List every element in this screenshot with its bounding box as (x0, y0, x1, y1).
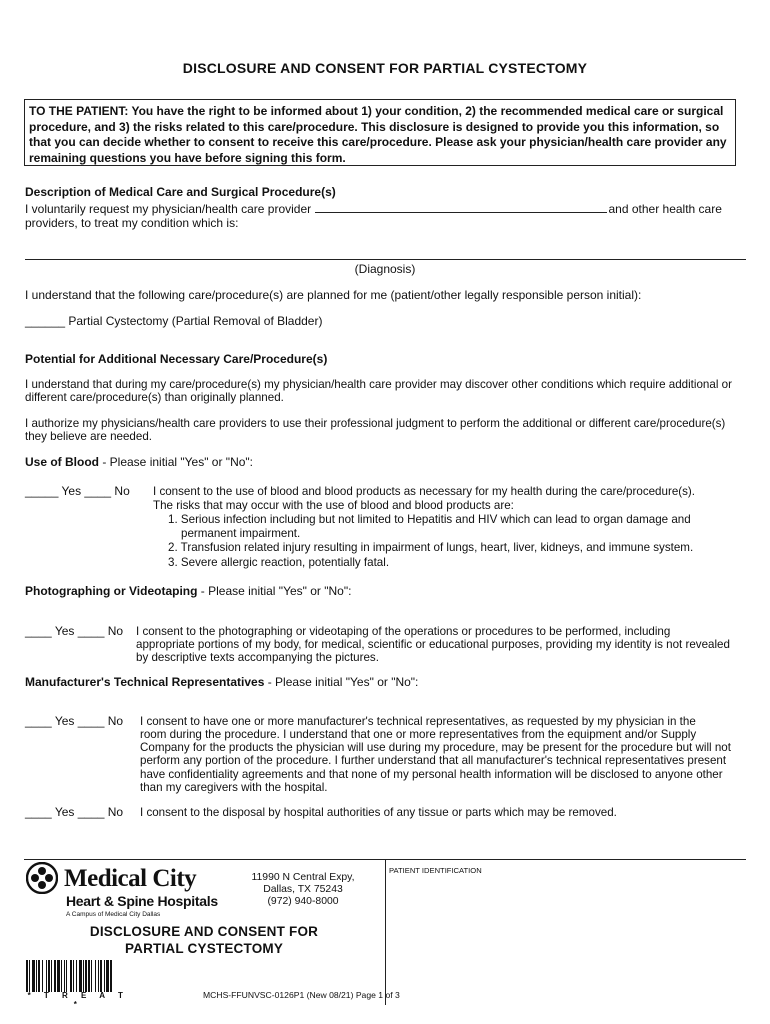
blood-risk-item: 3. Severe allergic reaction, potentially fatal. (168, 555, 390, 569)
disposal-yes-no-initials[interactable]: ____ Yes ____ No (25, 805, 124, 819)
blood-risk-item: 2. Transfusion related injury resulting in impairment of lungs, heart, liver, kidneys, and immune system. (168, 541, 694, 555)
patient-notice-text: TO THE PATIENT: You have the right to be informed about 1) your condition, 2) the recommended medical care or surgical procedure, and 3) the risks related to this care/procedure. This disclosure is designed to provide you this information, so that you can decide whether to consent to receive this care/procedure. Please ask your physician/health care provider any remaining questions you have before signing this form. (29, 104, 727, 165)
form-title-line2: PARTIAL CYSTECTOMY (124, 941, 284, 956)
manufacturer-heading-instruction: - Please initial "Yes" or "No": (264, 675, 419, 689)
provider-request-text: I voluntarily request my physician/health care provider (25, 202, 312, 216)
photo-heading (25, 585, 351, 599)
provider-name-field[interactable] (315, 201, 607, 213)
diagnosis-line[interactable] (25, 259, 746, 260)
footer-vertical-divider (385, 859, 386, 1005)
medical-city-logo-icon (26, 862, 58, 894)
form-title-line1: DISCLOSURE AND CONSENT FOR (89, 924, 319, 939)
blood-heading-instruction: - Please initial "Yes" or "No": (99, 455, 253, 469)
photo-heading-instruction: - Please initial "Yes" or "No": (197, 584, 352, 598)
diagnosis-label: (Diagnosis) (354, 262, 416, 276)
manufacturer-yes-no-initials[interactable]: ____ Yes ____ No (25, 714, 124, 728)
blood-consent-line2: The risks that may occur with the use of blood and blood products are: (153, 499, 514, 512)
description-heading: Description of Medical Care and Surgical Procedure(s) (25, 185, 336, 199)
blood-yes-no-initials[interactable]: _____ Yes ____ No (25, 484, 130, 498)
patient-notice-box (24, 99, 736, 166)
manufacturer-consent-first: I consent to have one or more manufacturer's technical representatives, as requested by my physician in the (140, 715, 696, 728)
brand-subtitle: Heart & Spine Hospitals (66, 893, 218, 909)
blood-risk-list (168, 513, 693, 570)
additional-care-heading: Potential for Additional Necessary Care/Procedure(s) (25, 352, 328, 366)
blood-heading-title: Use of Blood (25, 455, 99, 469)
address-street: 11990 N Central Expy, (251, 872, 355, 883)
blood-consent-line1: I consent to the use of blood and blood products as necessary for my health during the care/procedure(s). (153, 485, 696, 498)
manufacturer-consent-rest: room during the procedure. I understand that one or more representatives from the equipment and/or Supply Company for the products the physician will use during my procedure, may be present for the procedure but will not perform any portion of the procedure. I further understand that all manufacturer's technical representatives present have confidentiality agreements and that none of my personal health information will be disclosed to anyone other than my caregivers with the hospital. (140, 728, 731, 794)
photo-heading-title: Photographing or Videotaping (25, 584, 198, 598)
blood-heading (25, 456, 253, 470)
page-title: DISCLOSURE AND CONSENT FOR PARTIAL CYSTECTOMY (182, 60, 588, 76)
form-number: MCHS-FFUNVSC-0126P1 (New 08/21) Page 1 of 3 (203, 990, 400, 1000)
manufacturer-heading-title: Manufacturer's Technical Representatives (25, 675, 265, 689)
photo-yes-no-initials[interactable]: ____ Yes ____ No (25, 624, 124, 638)
planned-procedure-intro: I understand that the following care/procedure(s) are planned for me (patient/other legally responsible person initial): (25, 288, 642, 302)
disposal-consent: I consent to the disposal by hospital authorities of any tissue or parts which may be removed. (140, 806, 617, 819)
barcode-caption: * T R E A T * (27, 991, 129, 1009)
blood-risk-item: 1. Serious infection including but not limited to Hepatitis and HIV which can lead to organ damage and (168, 513, 691, 526)
brand-name: Medical City (64, 865, 197, 892)
barcode-icon (26, 960, 130, 992)
photo-consent-rest: appropriate portions of my body, for medical, scientific or educational purposes, providing my identity is not revealed by descriptive texts accompanying the pictures. (136, 638, 730, 665)
address-phone: (972) 940-8000 (267, 896, 339, 908)
photo-consent-first: I consent to the photographing or videotaping of the operations or procedures to be performed, including (136, 625, 671, 638)
additional-care-para1: I understand that during my care/procedure(s) my physician/health care provider may discover other conditions which require additional or different care/procedure(s) than originally planned. (25, 378, 732, 405)
patient-identification-label: PATIENT IDENTIFICATION (389, 866, 482, 875)
provider-request-line (25, 201, 745, 217)
hospital-address (236, 872, 370, 909)
form-title (24, 923, 384, 957)
provider-request-end: and other health care (608, 202, 722, 216)
blood-risk-item: permanent impairment. (181, 527, 301, 541)
address-city: Dallas, TX 75243 (263, 884, 343, 896)
manufacturer-heading (25, 676, 418, 690)
brand-campus: A Campus of Medical City Dallas (66, 911, 161, 918)
procedure-initial-line[interactable]: ______ Partial Cystectomy (Partial Removal of Bladder) (25, 314, 323, 328)
condition-text: providers, to treat my condition which is: (25, 216, 239, 230)
additional-care-para2: I authorize my physicians/health care providers to use their professional judgment to perform the additional or different care/procedure(s) they believe are needed. (25, 417, 726, 444)
